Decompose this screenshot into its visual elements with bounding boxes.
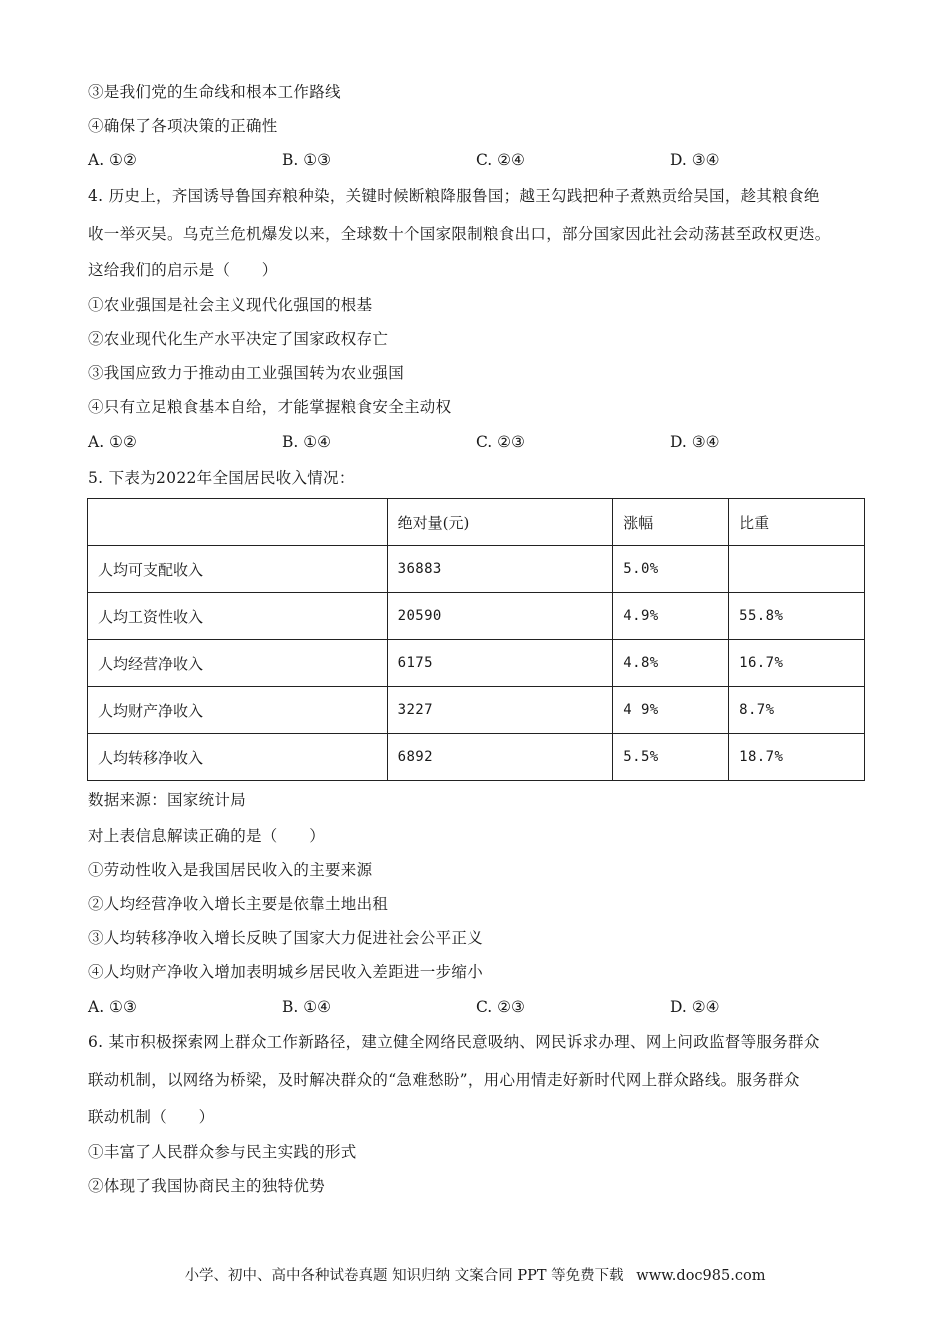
table-cell-amount: 36883 xyxy=(387,546,613,593)
q4-stem-line-2: 收一举灭吴。乌克兰危机爆发以来，全球数十个国家限制粮食出口，部分国家因此社会动荡甚至政权更迭。 xyxy=(88,225,831,243)
table-cell-label: 人均转移净收入 xyxy=(88,734,388,781)
table-header-row xyxy=(88,499,865,546)
q5-question: 对上表信息解读正确的是（ ） xyxy=(88,827,326,845)
table-row xyxy=(88,593,865,640)
q5-statement-4: ④人均财产净收入增加表明城乡居民收入差距进一步缩小 xyxy=(88,963,484,981)
q4-statement-1: ①农业强国是社会主义现代化强国的根基 xyxy=(88,296,373,314)
q5-option-d[interactable]: D. ②④ xyxy=(670,998,720,1016)
table-cell-share: 18.7% xyxy=(729,734,865,781)
table-cell-share xyxy=(729,546,865,593)
footer-url[interactable]: www.doc985.com xyxy=(636,1268,766,1284)
table-cell-growth: 4.9% xyxy=(613,593,729,640)
q6-stem-line-1: 6. 某市积极探索网上群众工作新路径，建立健全网络民意吸纳、网民诉求办理、网上问政监督等服务群众 xyxy=(88,1033,820,1051)
q3-statement-4: ④确保了各项决策的正确性 xyxy=(88,117,278,135)
table-header-cell: 绝对量(元) xyxy=(387,499,613,546)
table-header-cell xyxy=(88,499,388,546)
q4-stem-line-1: 4. 历史上，齐国诱导鲁国弃粮种染，关键时候断粮降服鲁国；越王勾践把种子煮熟贡给吴国，趁其粮食绝 xyxy=(88,187,820,205)
q5-statement-1: ①劳动性收入是我国居民收入的主要来源 xyxy=(88,861,373,879)
table-cell-growth: 5.5% xyxy=(613,734,729,781)
income-table xyxy=(87,498,865,781)
q5-statement-2: ②人均经营净收入增长主要是依靠土地出租 xyxy=(88,895,389,913)
footer-text: 小学、初中、高中各种试卷真题 知识归纳 文案合同 PPT 等免费下载 xyxy=(184,1268,624,1284)
q6-statement-1: ①丰富了人民群众参与民主实践的形式 xyxy=(88,1143,357,1161)
table-cell-amount: 3227 xyxy=(387,687,613,734)
table-cell-label: 人均财产净收入 xyxy=(88,687,388,734)
q4-option-b[interactable]: B. ①④ xyxy=(282,433,332,451)
q4-stem-line-3: 这给我们的启示是（ ） xyxy=(88,261,278,279)
q5-statement-3: ③人均转移净收入增长反映了国家大力促进社会公平正义 xyxy=(88,929,484,947)
q5-option-c[interactable]: C. ②③ xyxy=(476,998,525,1016)
q4-statement-4: ④只有立足粮食基本自给，才能掌握粮食安全主动权 xyxy=(88,398,452,416)
q4-option-a[interactable]: A. ①② xyxy=(88,433,137,451)
table-row xyxy=(88,546,865,593)
q3-statement-3: ③是我们党的生命线和根本工作路线 xyxy=(88,83,341,101)
q3-option-d[interactable]: D. ③④ xyxy=(670,151,720,169)
q4-option-d[interactable]: D. ③④ xyxy=(670,433,720,451)
table-cell-share: 16.7% xyxy=(729,640,865,687)
q3-option-c[interactable]: C. ②④ xyxy=(476,151,525,169)
q6-stem-line-3: 联动机制（ ） xyxy=(88,1108,215,1126)
table-row xyxy=(88,734,865,781)
table-cell-growth: 4 9% xyxy=(613,687,729,734)
table-cell-share: 55.8% xyxy=(729,593,865,640)
q4-statement-3: ③我国应致力于推动由工业强国转为农业强国 xyxy=(88,364,405,382)
q3-options xyxy=(88,150,848,170)
q4-options xyxy=(88,432,848,452)
q3-option-a[interactable]: A. ①② xyxy=(88,151,137,169)
table-cell-label: 人均可支配收入 xyxy=(88,546,388,593)
table-cell-growth: 4.8% xyxy=(613,640,729,687)
table-cell-amount: 20590 xyxy=(387,593,613,640)
table-row xyxy=(88,640,865,687)
table-cell-label: 人均工资性收入 xyxy=(88,593,388,640)
q6-statement-2: ②体现了我国协商民主的独特优势 xyxy=(88,1177,326,1195)
q5-option-b[interactable]: B. ①④ xyxy=(282,998,332,1016)
table-row xyxy=(88,687,865,734)
table-header-cell: 涨幅 xyxy=(613,499,729,546)
table-cell-amount: 6892 xyxy=(387,734,613,781)
q5-intro: 5. 下表为2022年全国居民收入情况： xyxy=(88,469,355,487)
q4-statement-2: ②农业现代化生产水平决定了国家政权存亡 xyxy=(88,330,389,348)
page-footer xyxy=(0,1266,950,1286)
q3-option-b[interactable]: B. ①③ xyxy=(282,151,332,169)
q5-options xyxy=(88,997,848,1017)
table-cell-amount: 6175 xyxy=(387,640,613,687)
q6-stem-line-2: 联动机制，以网络为桥梁，及时解决群众的“急难愁盼”，用心用情走好新时代网上群众路线。服务群众 xyxy=(88,1071,800,1089)
table-cell-share: 8.7% xyxy=(729,687,865,734)
table-cell-growth: 5.0% xyxy=(613,546,729,593)
table-header-cell: 比重 xyxy=(729,499,865,546)
q5-data-source: 数据来源：国家统计局 xyxy=(88,791,247,809)
table-cell-label: 人均经营净收入 xyxy=(88,640,388,687)
q5-option-a[interactable]: A. ①③ xyxy=(88,998,137,1016)
q4-option-c[interactable]: C. ②③ xyxy=(476,433,525,451)
